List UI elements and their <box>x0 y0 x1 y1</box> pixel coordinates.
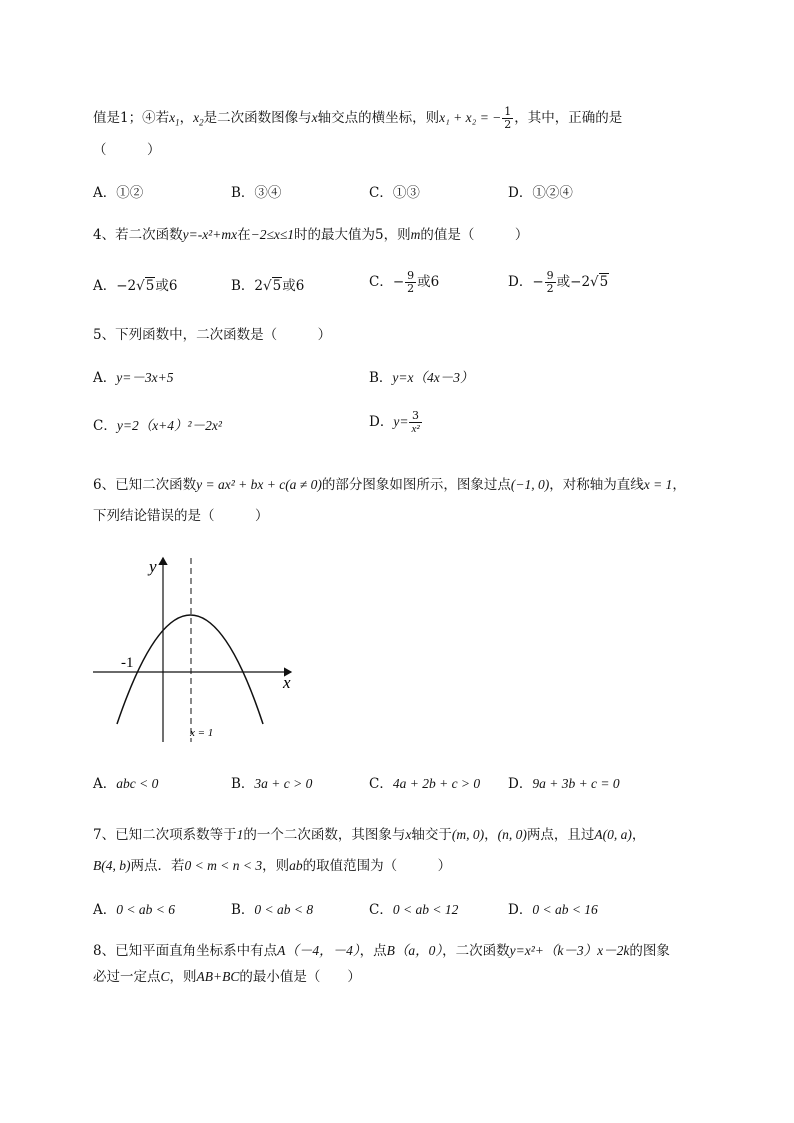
q3-paren: （ ） <box>93 142 161 158</box>
point-expression: (−1, 0) <box>510 477 550 492</box>
q6-option-d[interactable]: D．9a + 3b + c = 0 <box>508 776 620 792</box>
q5-option-c[interactable]: C．y=2（x+4）²－2x² <box>93 418 222 434</box>
q3-text: ，其中，正确的是 <box>514 110 623 126</box>
q7-option-a[interactable]: A．0 < ab < 6 <box>93 902 175 918</box>
var-x1: $x_1$ <box>169 110 180 128</box>
q3-option-d[interactable]: D．①②④ <box>508 185 573 201</box>
q6-stem-line1: 6、已知二次函数y = ax² + bx + c(a ≠ 0)的部分图象如图所示，图象过点(−1, 0)，对称轴为直线x = 1， <box>93 477 686 493</box>
range-expression: −2≤x≤1 <box>250 227 295 242</box>
q6-option-a[interactable]: A．abc < 0 <box>93 776 159 792</box>
q5-option-d[interactable]: D．y= $\frac{3}{\text{x²}}$ <box>369 409 420 435</box>
q3-option-b[interactable]: B．③④ <box>231 185 282 201</box>
q6-option-c[interactable]: C．4a + 2b + c > 0 <box>369 776 481 792</box>
q6-stem-line2: 下列结论错误的是（ ） <box>93 508 269 524</box>
symmetry-axis-label: x = 1 <box>190 727 214 739</box>
x-axis-label: x <box>283 673 291 692</box>
q7-stem-line2: B(4, b)两点．若0 < m < n < 3，则ab的取值范围为（ ） <box>93 858 452 874</box>
q5-option-a[interactable]: A．y=－3x+5 <box>93 370 174 386</box>
comma: ， <box>179 110 194 126</box>
axis-expression: x = 1 <box>643 477 673 492</box>
q7-option-c[interactable]: C．0 < ab < 12 <box>369 902 459 918</box>
q4-option-a[interactable]: A．−2√5或6 <box>93 278 178 294</box>
q4-option-b[interactable]: B．2√5或6 <box>231 278 305 294</box>
q7-option-d[interactable]: D．0 < ab < 16 <box>508 902 598 918</box>
q7-option-b[interactable]: B．0 < ab < 8 <box>231 902 314 918</box>
function-expression: y = ax² + bx + c(a ≠ 0) <box>196 477 322 492</box>
parabola-graph <box>93 552 303 744</box>
sum-expression: x₁ + x₂ = − <box>439 110 502 125</box>
q3-text: 值是1；④若 <box>93 110 170 126</box>
q8-stem-line2: 必过一定点C，则AB+BC的最小值是（ ） <box>93 969 361 985</box>
y-axis-label: y <box>149 557 157 576</box>
function-expression: y=-x²+mx <box>182 227 238 242</box>
q3-stem-line1 <box>93 106 622 133</box>
q3-option-c[interactable]: C．①③ <box>369 185 420 201</box>
q4-option-c[interactable]: C．− $\frac{9}{2}$ 或6 <box>369 269 440 295</box>
q8-stem-line1: 8、已知平面直角坐标系中有点A（－4，－4），点B（a，0），二次函数y=x²+（k－3）x－2k的图象 <box>93 943 670 959</box>
q5-stem: 5、下列函数中，二次函数是（ ） <box>93 327 332 343</box>
q5-option-b[interactable]: B．y=x（4x－3） <box>369 370 474 386</box>
neg-one-label: -1 <box>121 655 134 671</box>
q3-text: 轴交点的横坐标，则 <box>317 110 440 126</box>
q7-stem-line1: 7、已知二次项系数等于1的一个二次函数，其图象与x轴交于(m, 0)，(n, 0)两点，且过A(0, a)， <box>93 827 646 843</box>
q3-text: 是二次函数图像与 <box>203 110 312 126</box>
q3-option-a[interactable]: A．①② <box>93 185 144 201</box>
var-x2: $x_2$ <box>193 110 204 128</box>
q6-option-b[interactable]: B．3a + c > 0 <box>231 776 313 792</box>
var-x: x <box>311 110 318 125</box>
q4-option-d[interactable]: D．− $\frac{9}{2}$ 或−2√5 <box>508 269 609 295</box>
parabola-curve <box>117 615 263 724</box>
var-m: m <box>410 227 421 242</box>
q4-stem: 4、若二次函数y=-x²+mx在−2≤x≤1时的最大值为5，则m的值是（ ） <box>93 227 529 243</box>
fraction-half: $\frac{1}{2}$ <box>504 105 512 131</box>
